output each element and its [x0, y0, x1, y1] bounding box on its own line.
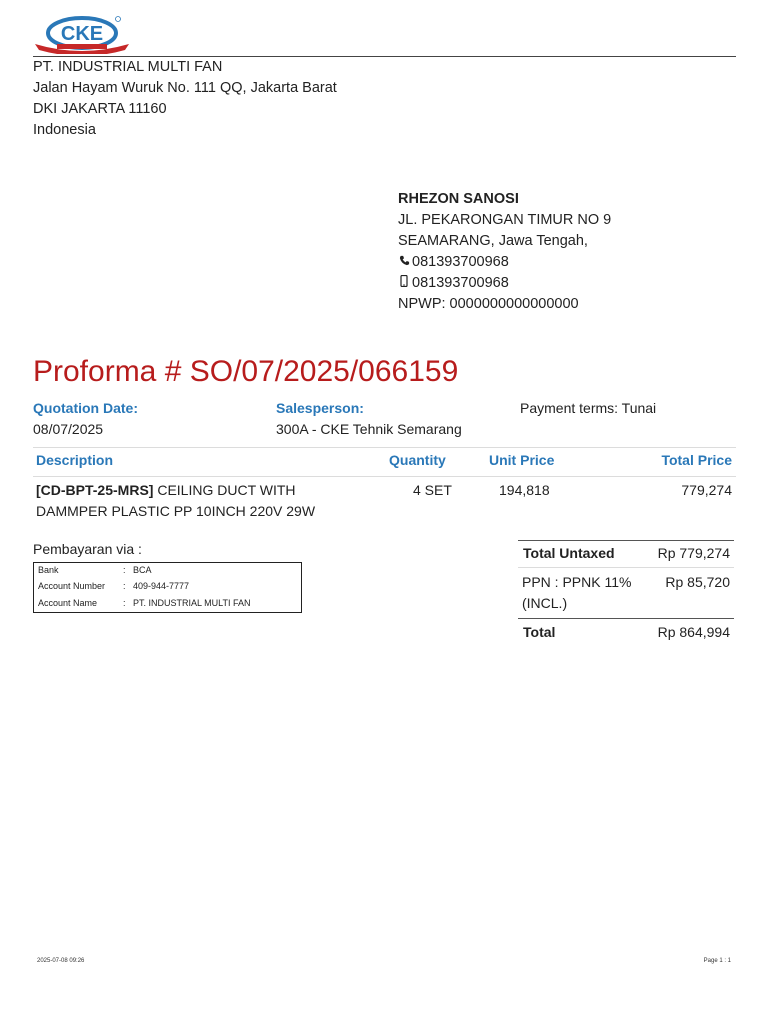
company-address-line1: Jalan Hayam Wuruk No. 111 QQ, Jakarta Barat: [33, 80, 337, 96]
totals-top-divider: [518, 540, 734, 541]
row-description-line2: DAMMPER PLASTIC PP 10INCH 220V 29W: [36, 503, 316, 519]
info-divider: [33, 447, 736, 448]
col-description-header: Description: [36, 452, 114, 468]
total-untaxed-value: Rp 779,274: [657, 545, 730, 561]
customer-phone-row: [398, 252, 611, 273]
company-logo: [33, 14, 131, 54]
bank-sep: :: [123, 565, 126, 575]
table-row: [36, 480, 376, 522]
customer-name: RHEZON SANOSI: [398, 191, 519, 207]
phone-icon: [398, 252, 410, 273]
customer-address: [398, 189, 611, 315]
col-unit-price-header: Unit Price: [489, 452, 555, 468]
payment-via-label: Pembayaran via :: [33, 541, 142, 557]
product-name: CEILING DUCT WITH: [153, 482, 296, 498]
quotation-date-label: Quotation Date:: [33, 400, 138, 416]
total-untaxed-label: Total Untaxed: [523, 545, 615, 561]
account-name-key: Account Name: [38, 598, 98, 608]
logo-text: CKE: [60, 23, 104, 45]
bank-key: Bank: [38, 565, 59, 575]
customer-address-line1: JL. PEKARONGAN TIMUR NO 9: [398, 212, 612, 228]
tax-label-line2: (INCL.): [522, 595, 568, 611]
totals-bottom-divider: [518, 618, 734, 619]
mobile-icon: [398, 273, 410, 294]
product-code: [CD-BPT-25-MRS]: [36, 482, 154, 498]
tax-label: [522, 572, 631, 614]
customer-npwp: NPWP: 0000000000000000: [398, 296, 579, 312]
customer-address-line2: SEAMARANG, Jawa Tengah,: [398, 233, 588, 249]
tax-label-line1: PPN : PPNK 11%: [522, 574, 632, 590]
account-number-sep: :: [123, 581, 126, 591]
grand-total-value: Rp 864,994: [657, 624, 730, 640]
row-description-line1: [36, 480, 376, 501]
table-header-divider: [33, 476, 736, 477]
salesperson-value: 300A - CKE Tehnik Semarang: [276, 421, 462, 437]
footer-page-number: Page 1 : 1: [703, 958, 731, 964]
salesperson-label: Salesperson:: [276, 400, 364, 416]
account-name-sep: :: [123, 598, 126, 608]
payment-terms-block: [520, 398, 656, 419]
salesperson-block: [276, 398, 462, 440]
grand-total-label: Total: [523, 624, 556, 640]
row-total-price: 779,274: [681, 482, 732, 498]
quotation-date-value: 08/07/2025: [33, 421, 104, 437]
account-name-value: PT. INDUSTRIAL MULTI FAN: [133, 598, 251, 608]
totals-mid-divider: [518, 567, 734, 568]
payment-terms: Payment terms: Tunai: [520, 400, 657, 416]
col-quantity-header: Quantity: [389, 452, 446, 468]
col-total-price-header: Total Price: [661, 452, 732, 468]
bank-details-box: [33, 562, 302, 613]
company-name: PT. INDUSTRIAL MULTI FAN: [33, 59, 223, 75]
customer-mobile-row: [398, 273, 611, 294]
account-number-value: 409-944-7777: [133, 581, 190, 591]
row-quantity: 4 SET: [413, 482, 452, 498]
row-unit-price: 194,818: [499, 482, 550, 498]
quotation-date-block: [33, 398, 138, 440]
tax-value: Rp 85,720: [665, 574, 730, 590]
footer-timestamp: 2025-07-08 09:26: [37, 958, 85, 964]
customer-phone: 081393700968: [412, 254, 509, 270]
company-country: Indonesia: [33, 122, 96, 138]
company-address-line2: DKI JAKARTA 11160: [33, 101, 167, 117]
document-title: Proforma # SO/07/2025/066159: [33, 355, 459, 388]
company-address: [33, 57, 337, 141]
bank-value: BCA: [133, 565, 152, 575]
customer-mobile: 081393700968: [412, 275, 509, 291]
account-number-key: Account Number: [38, 581, 106, 591]
